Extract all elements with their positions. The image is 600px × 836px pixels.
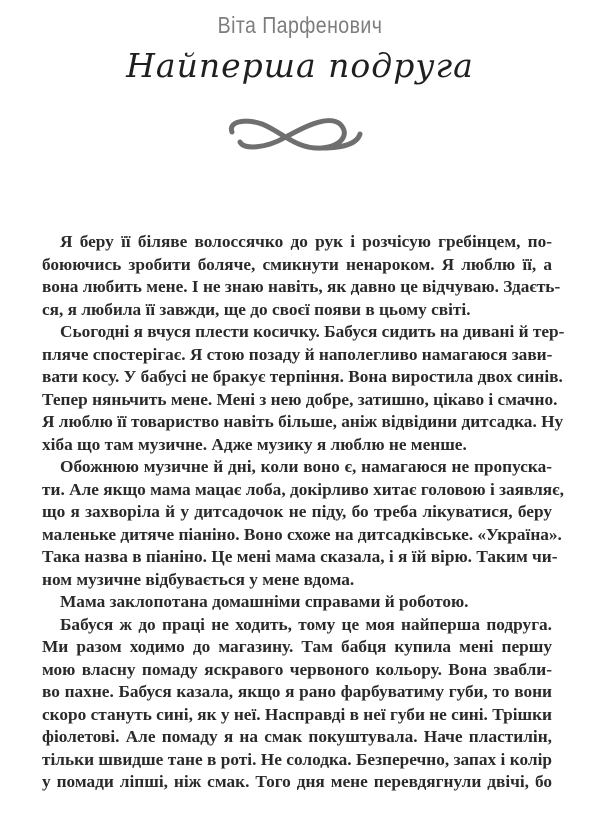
paragraph	[42, 321, 565, 456]
text-line: фіолетові. Але помаду я на смак покуштувала. Наче пластилін,	[42, 727, 552, 746]
paragraph	[42, 231, 561, 321]
text-line: у помади ліпші, ніж смак. Того дня мене перевдягнули двічі, бо	[42, 772, 552, 791]
text-line: хіба що там музичне. Адже музику я люблю не менше.	[42, 434, 467, 454]
author-name: Віта Парфенович	[217, 12, 383, 38]
text-line: Бабуся ж до праці не ходить, тому це моя найперша подруга.	[60, 614, 552, 634]
text-line: Ми разом ходимо до магазину. Там бабця купила мені першу	[42, 637, 552, 656]
text-line: Тепер няньчить мене. Мені з нею добре, затишно, цікаво і смачно.	[42, 389, 558, 409]
paragraph	[42, 456, 564, 591]
text-line: Мама заклопотана домашніми справами й роботою.	[60, 592, 469, 611]
text-line: Така назва в піаніно. Це мені мама сказала, і я їй вірю. Таким чи-	[42, 547, 558, 566]
paragraph	[42, 614, 552, 794]
text-line: во пахне. Бабуся казала, якщо я рано фарбуватиму губи, то вони	[42, 682, 552, 701]
text-line: вати косу. У бабусі не бракує терпіння. Вона виростила двох синів.	[42, 367, 563, 386]
text-line: ся, я любила її завжди, ще до своєї появи в цьому світі.	[42, 299, 471, 319]
text-line: скоро стануть сині, як у неї. Насправді в неї губи не сині. Трішки	[42, 704, 552, 724]
paragraph	[42, 591, 552, 614]
text-line: пляче спостерігає. Я стою позаду й наполегливо намагаюся зави-	[42, 344, 553, 364]
text-line: що я захворіла й у дитсадочок не піду, бо треба лікуватися, беру	[42, 502, 552, 521]
text-line: Я люблю її товариство навіть більше, аніж відвідини дитсадка. Ну	[42, 412, 564, 431]
text-line: вона любить мене. І не знаю навіть, як давно це відчуваю. Здаєть-	[42, 277, 561, 296]
text-line: маленьке дитяче піаніно. Воно схоже на дитсадківське. «Україна».	[42, 524, 562, 544]
text-line: ти. Але якщо мама мацає лоба, докірливо хитає головою і заявляє,	[42, 479, 564, 499]
text-line: ном музичне відбувається у мене вдома.	[42, 569, 355, 589]
text-line: Обожнюю музичне й дні, коли воно є, намагаюся не пропуска-	[60, 457, 552, 476]
text-line: Сьогодні я вчуся плести косичку. Бабуся сидить на дивані й тер-	[60, 322, 565, 341]
chapter-title: Найперша подруга	[126, 46, 474, 85]
text-line: тільки швидше тане в роті. Не солодка. Безперечно, запах і колір	[42, 749, 552, 769]
text-line: мою власну помаду яскравого червоного кольору. Вона звабли-	[42, 659, 552, 679]
text-line: боюючись зробити боляче, смикнути ненароком. Я люблю її, а	[42, 254, 552, 274]
infinity-flourish-icon	[222, 110, 372, 160]
text-line: Я беру її біляве волоссячко до рук і розчісую гребінцем, по-	[60, 232, 552, 251]
body-text	[42, 231, 565, 794]
